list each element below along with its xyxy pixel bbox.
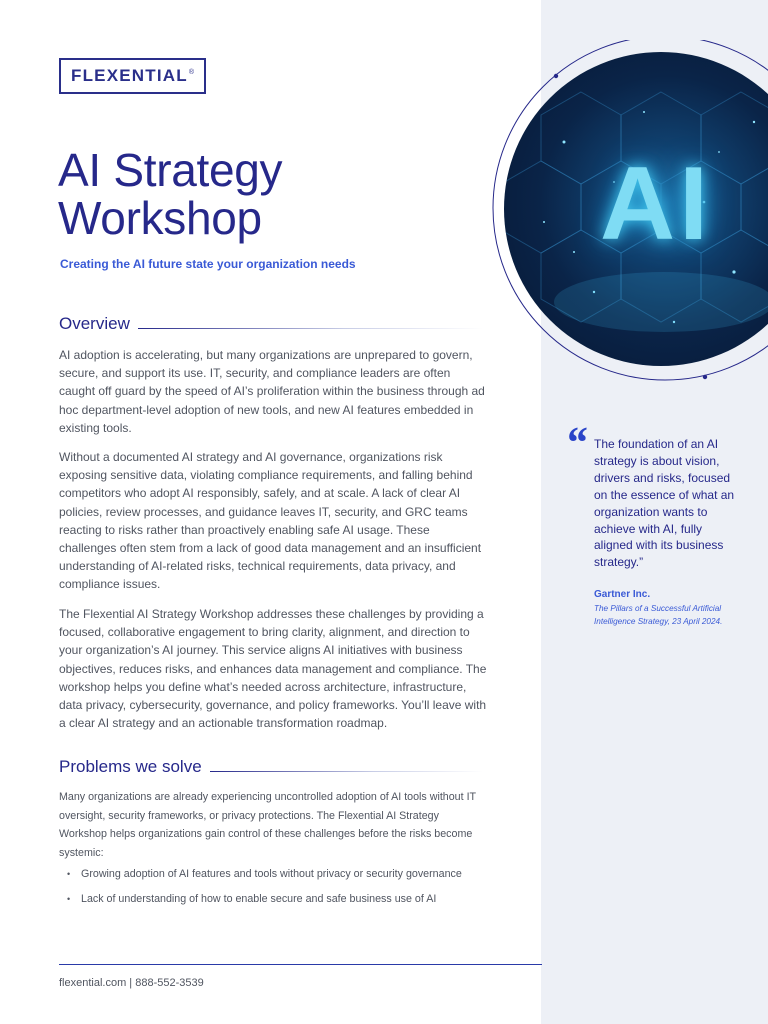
flexential-logo — [59, 58, 206, 94]
list-item: • Lack of understanding of how to enable secure and safe business use of AI — [67, 892, 487, 906]
footer-rule — [59, 964, 542, 965]
logo-wordmark: FLEXENTIAL — [70, 66, 188, 85]
pull-quote: The foundation of an AI strategy is about vision, drivers and risks, focused on the essence of what an organization wants to achieve with AI, fully aligned with its business strategy.” — [594, 437, 735, 570]
problems-heading-row — [59, 757, 483, 777]
problems-list — [67, 867, 487, 917]
overview-paragraph-2: Without a documented AI strategy and AI governance, organizations risk exposing sensitive data, violating compliance requirements, and falling behind competitors who adopt AI responsibly, safely, and at scale. A lack of clear AI policies, review processes, and guidance leaves IT, security, and GRC teams reacting to risks rather than proactively enabling safe AI usage. These challenges often stem from a lack of good data management and an insufficient understanding of AI-related risks, technical requirements, data privacy, and compliance issues. — [59, 450, 482, 592]
ai-hero-image — [504, 52, 768, 366]
quote-source: The Pillars of a Successful Artificial Intelligence Strategy, 23 April 2024. — [594, 604, 723, 626]
page-title: AI Strategy Workshop — [58, 144, 283, 244]
problems-intro: Many organizations are already experiencing uncontrolled adoption of AI tools without IT oversight, security frameworks, or privacy protections. The Flexential AI Strategy Workshop helps organizations gain control of these challenges before the risks become systemic: — [59, 791, 476, 859]
heading-rule — [210, 771, 483, 772]
quote-author: Gartner Inc. — [594, 589, 651, 600]
heading-rule — [138, 328, 483, 329]
list-item: • Growing adoption of AI features and tools without privacy or security governance — [67, 867, 487, 881]
problems-heading: Problems we solve — [59, 757, 202, 776]
footer-contact: flexential.com | 888-552-3539 — [59, 977, 204, 989]
quote-mark-icon: “ — [565, 418, 587, 467]
page-subtitle: Creating the AI future state your organization needs — [60, 257, 356, 271]
ai-letters: AI — [600, 146, 712, 262]
overview-heading-row — [59, 314, 483, 334]
overview-heading: Overview — [59, 314, 130, 333]
overview-paragraph-1: AI adoption is accelerating, but many organizations are unprepared to govern, secure, and support its use. IT, security, and compliance leaders are often caught off guard by the speed of AI’s proliferation within the business through ad hoc department-level adoption of new tools, and new AI features embedded in existing tools. — [59, 348, 485, 435]
registered-mark: ® — [188, 68, 194, 76]
overview-paragraph-3: The Flexential AI Strategy Workshop addresses these challenges by providing a focused, collaborative engagement to bring clarity, alignment, and direction to your organization’s AI journey. This service aligns AI initiatives with business objectives, reduces risks, and enhances data management and compliance. The workshop helps you define what’s needed across architecture, infrastructure, data privacy, cybersecurity, governance, and policy frameworks. You’ll leave with a clear AI strategy and an actionable transformation roadmap. — [59, 607, 487, 731]
